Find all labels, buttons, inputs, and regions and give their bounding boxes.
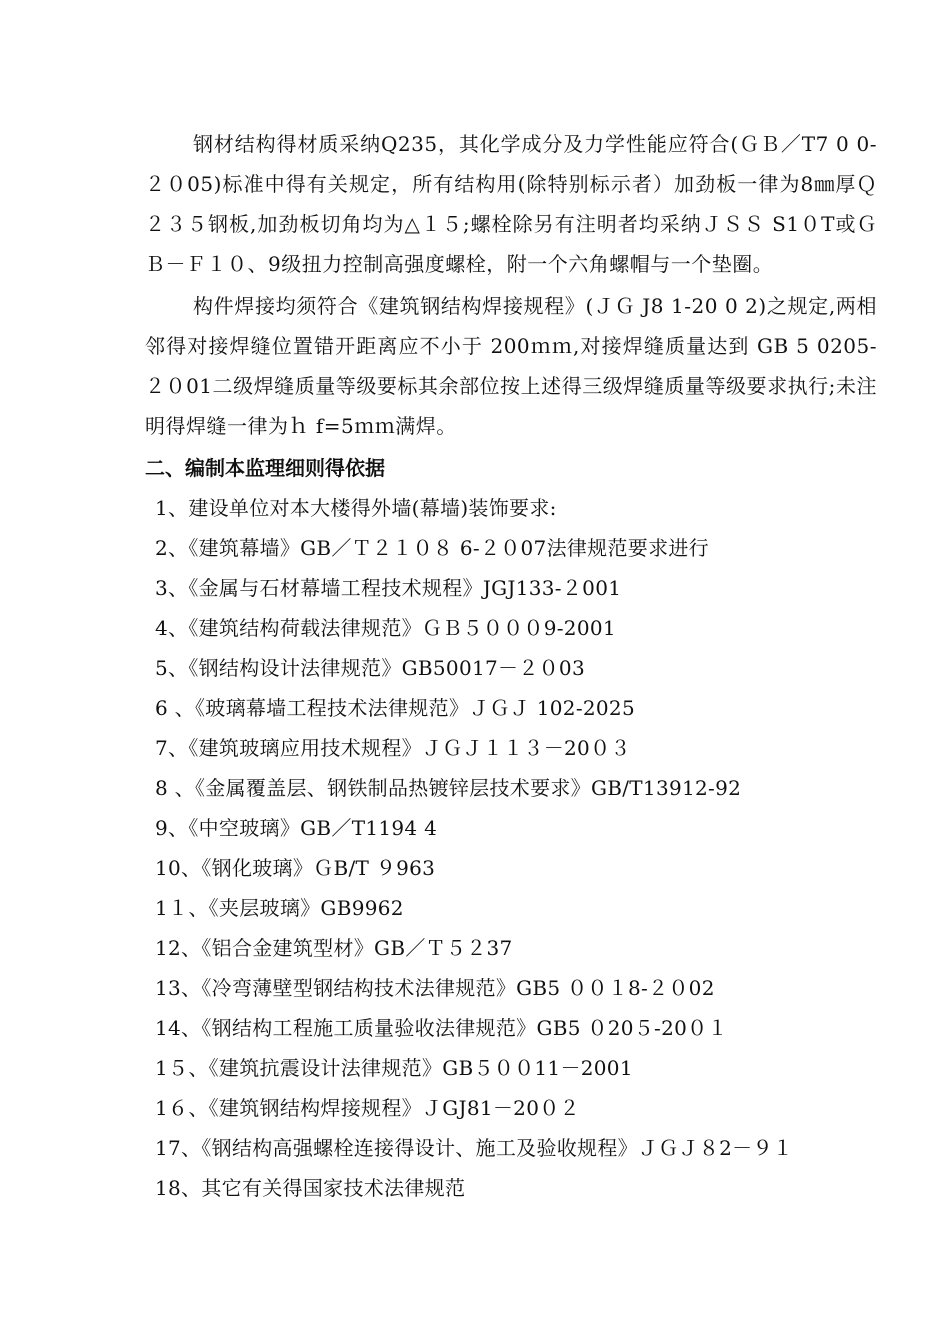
list-item: 9、《中空玻璃》GB／T1194 4: [155, 816, 438, 840]
list-item: 14、《钢结构工程施工质量验收法律规范》GB5 ０20５-20０１: [155, 1016, 728, 1040]
list-item: 3、《金属与石材幕墙工程技术规程》JGJ133-２001: [155, 576, 622, 600]
list-item: 7、《建筑玻璃应用技术规程》ＪＧＪ１１３－20０３: [155, 736, 631, 760]
document-page: [145, 124, 877, 1208]
list-item: 1６、《建筑钢结构焊接规程》ＪGJ81－20０２: [155, 1096, 580, 1120]
steel-material-paragraph: 钢材结构得材质采纳Q235，其化学成分及力学性能应符合(ＧＢ／T7 0 0-２０05)标准中得有关规定，所有结构用(除特别标示者）加劲板一律为8㎜厚Ｑ２３５钢板,加劲板切角均为△１５;螺栓除另有注明者均采纳ＪＳＳ S1０T或ＧＢ－Ｆ１０、9级扭力控制高强度螺栓，附一个六角螺帽与一个垫圈。: [145, 132, 877, 276]
list-item: 17、《钢结构高强螺栓连接得设计、施工及验收规程》ＪＧＪ８2－９１: [155, 1136, 794, 1160]
list-item: 10、《钢化玻璃》ＧB/T ９963: [155, 856, 436, 880]
list-item: 12、《铝合金建筑型材》GB／Ｔ５２37: [155, 936, 513, 960]
list-item: 6 、《玻璃幕墙工程技术法律规范》ＪＧＪ 102-2025: [155, 696, 635, 720]
list-item: 5、《钢结构设计法律规范》GB50017－２０03: [155, 656, 585, 680]
list-item: 18、其它有关得国家技术法律规范: [155, 1176, 466, 1200]
list-item: 8 、《金属覆盖层、钢铁制品热镀锌层技术要求》GB/T13912-92: [155, 776, 742, 800]
list-item: 1５、《建筑抗震设计法律规范》GB５００11－2001: [155, 1056, 633, 1080]
list-item: 2、《建筑幕墙》GB／Ｔ２１０８ 6-２０07法律规范要求进行: [155, 536, 709, 560]
basis-list: [145, 488, 877, 1208]
section-heading: 二、编制本监理细则得依据: [145, 456, 385, 480]
list-item: 1、建设单位对本大楼得外墙(幕墙)装饰要求:: [155, 496, 557, 520]
welding-paragraph: 构件焊接均须符合《建筑钢结构焊接规程》(ＪＧ J8 1-20 0 2)之规定,两相邻得对接焊缝位置错开距离应不小于 200ｍｍ,对接焊缝质量达到 GB 5 0205-２０01二级焊缝质量等级要标其余部位按上述得三级焊缝质量等级要求执行;未注明得焊缝一律为ｈ f=5ｍｍ满焊。: [145, 294, 877, 438]
list-item: 1１、《夹层玻璃》GB9962: [155, 896, 404, 920]
list-item: 13、《冷弯薄壁型钢结构技术法律规范》GB5 ００１8-２０02: [155, 976, 715, 1000]
list-item: 4、《建筑结构荷载法律规范》ＧＢ５０００9-2001: [155, 616, 616, 640]
